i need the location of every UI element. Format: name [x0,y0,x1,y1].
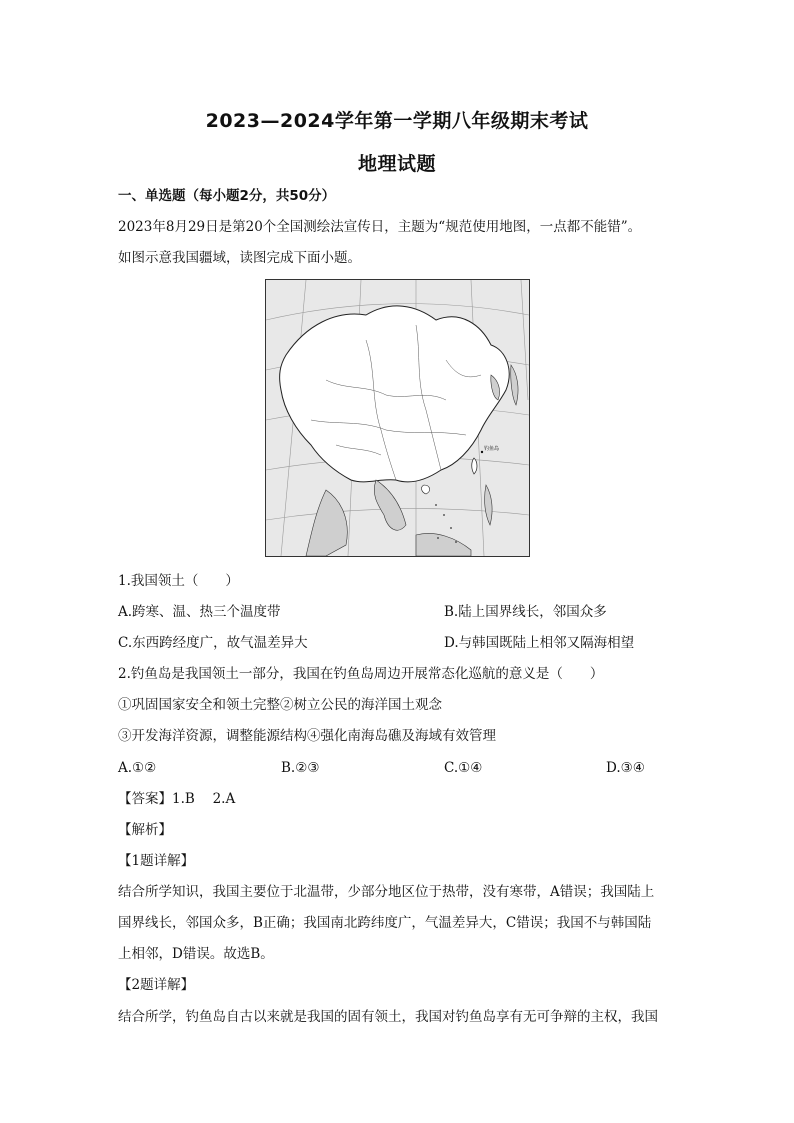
china-territory-map [265,279,530,557]
detail-1-line-1: 结合所学知识，我国主要位于北温带，少部分地区位于热带，没有寒带，A错误；我国陆上 [118,884,655,900]
detail-1-line-3: 上相邻，D错误。故选B。 [118,946,274,962]
page-title: 2023—2024学年第一学期八年级期末考试 [205,110,589,132]
detail-1-line-2: 国界线长，邻国众多，B正确；我国南北跨纬度广，气温差异大，C错误；我国不与韩国陆 [118,915,652,931]
intro-line-2: 如图示意我国疆域，读图完成下面小题。 [118,250,361,266]
q1-stem: 1.我国领土（ ） [118,573,239,589]
analysis-heading: 【解析】 [118,822,172,838]
q1-option-d: D.与韩国既陆上相邻又隔海相望 [444,635,635,651]
q2-option-d: D.③④ [606,760,645,776]
q2-stem: 2.钓鱼岛是我国领土一部分，我国在钓鱼岛周边开展常态化巡航的意义是（ ） [118,666,604,682]
answer-line: 【答案】1.B 2.A [118,791,236,807]
q1-option-b: B.陆上国界线长，邻国众多 [444,604,607,620]
q2-statements-1: ①巩固国家安全和领土完整②树立公民的海洋国土观念 [118,697,442,713]
intro-line-1: 2023年8月29日是第20个全国测绘法宣传日，主题为“规范使用地图，一点都不能错”。 [118,219,642,235]
q2-statements-2: ③开发海洋资源，调整能源结构④强化南海岛礁及海域有效管理 [118,728,496,744]
q2-option-c: C.①④ [444,760,483,776]
detail-1-heading: 【1题详解】 [118,853,195,869]
diaoyu-label: 钓鱼岛 [484,446,500,452]
q1-option-c: C.东西跨经度广，故气温差异大 [118,635,308,651]
section-heading: 一、单选题（每小题2分，共50分） [118,188,336,204]
detail-2-line-1: 结合所学，钓鱼岛自古以来就是我国的固有领土，我国对钓鱼岛享有无可争辩的主权，我国 [118,1009,658,1025]
q2-option-b: B.②③ [281,760,320,776]
q2-option-a: A.①② [118,760,157,776]
detail-2-heading: 【2题详解】 [118,977,195,993]
page-subtitle: 地理试题 [357,153,436,175]
q1-option-a: A.跨寒、温、热三个温度带 [118,604,281,620]
